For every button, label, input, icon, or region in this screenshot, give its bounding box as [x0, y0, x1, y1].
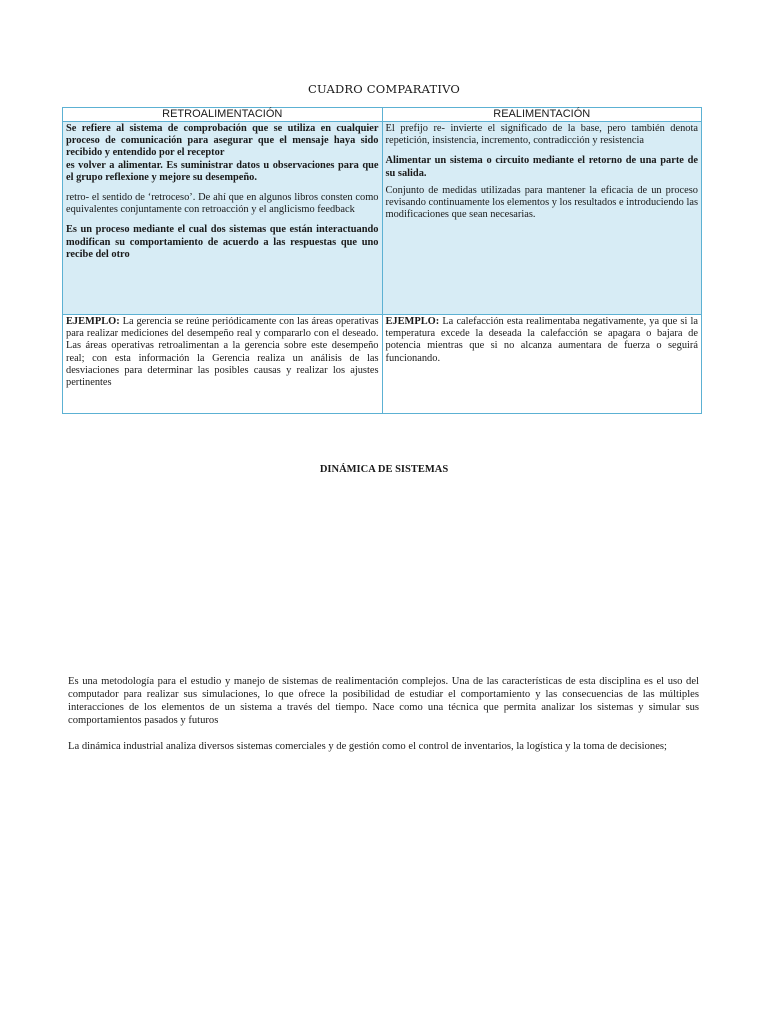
comparison-table — [62, 107, 702, 414]
document-heading: CUADRO COMPARATIVO — [307, 82, 461, 96]
paragraph-industrial-dynamics: La dinámica industrial analiza diversos sistemas comerciales y de gestión como el control de inventarios, la logística y la toma de decisiones; — [68, 741, 667, 752]
example-row — [63, 315, 702, 414]
retro-example-cell — [63, 315, 383, 414]
reali-measures: Conjunto de medidas utilizadas para mantener la eficacia de un proceso revisando continuamente los elementos y los resultados e introduciendo las modificaciones que sean necesarias. — [385, 184, 699, 221]
table-header-row — [63, 108, 702, 122]
header-retroalimentacion: RETROALIMENTACIÓN — [63, 108, 383, 122]
retro-prefix-note: retro- el sentido de ‘retroceso’. De ahí que en algunos libros consten como equivalentes conjuntamente con retroacción y el anglicismo feedback — [66, 192, 379, 216]
section-title: DINÁMICA DE SISTEMAS — [319, 464, 449, 475]
reali-example-text: La calefacción esta realimentaba negativamente, ya que si la temperatura excede la deseada la calefacción se apagara o bajara de potencia mientras que si no alcanza aumentara de fuerza o seguirá funcionando. — [385, 316, 698, 364]
retro-example-text: La gerencia se reúne periódicamente con las áreas operativas para realizar mediciones del desempeño real y compararlo con el deseado. Las áreas operativas retroalimentan a la gerencia sobre este desempeño real; con esta información la Gerencia realiza un análisis de las desviaciones para determinar las posibles causas y realizar los ajustes pertinentes — [66, 316, 379, 389]
retro-definition-2: es volver a alimentar. Es suministrar datos u observaciones para que el grupo reflexione y mejore su desempeño. — [66, 159, 379, 183]
paragraph-methodology: Es una metodología para el estudio y manejo de sistemas de realimentación complejos. Una de las características de esta disciplina es el uso del computador para realizar sus simulaciones, lo que ofrece la posibilidad de estudiar el comportamiento y las consecuencias de las múltiples interacciones de los elementos de un sistema a través del tiempo. Nace como una técnica que permita analizar los sistemas y simular sus comportamientos pasados y futuros — [68, 676, 699, 727]
retro-definition: Se refiere al sistema de comprobación que se utiliza en cualquier proceso de comunicación para asegurar que el mensaje haya sido recibido y entendido por el receptor — [66, 123, 379, 159]
reali-definition-cell — [382, 122, 702, 315]
example-label: EJEMPLO: — [66, 316, 120, 327]
retro-definition-cell — [63, 122, 383, 315]
retro-process-definition: Es un proceso mediante el cual dos sistemas que están interactuando modifican su comportamiento de acuerdo a las respuestas que uno recibe del otro — [66, 224, 379, 260]
reali-example-cell — [382, 315, 702, 414]
example-label: EJEMPLO: — [385, 316, 440, 327]
reali-definition: Alimentar un sistema o circuito mediante el retorno de una parte de su salida. — [385, 155, 698, 179]
definition-row — [63, 122, 702, 315]
header-realimentacion: REALIMENTACIÓN — [382, 108, 702, 122]
reali-prefix-note: El prefijo re- invierte el significado de la base, pero también denota repetición, insistencia, incremento, contradicción y resistencia — [385, 123, 698, 147]
